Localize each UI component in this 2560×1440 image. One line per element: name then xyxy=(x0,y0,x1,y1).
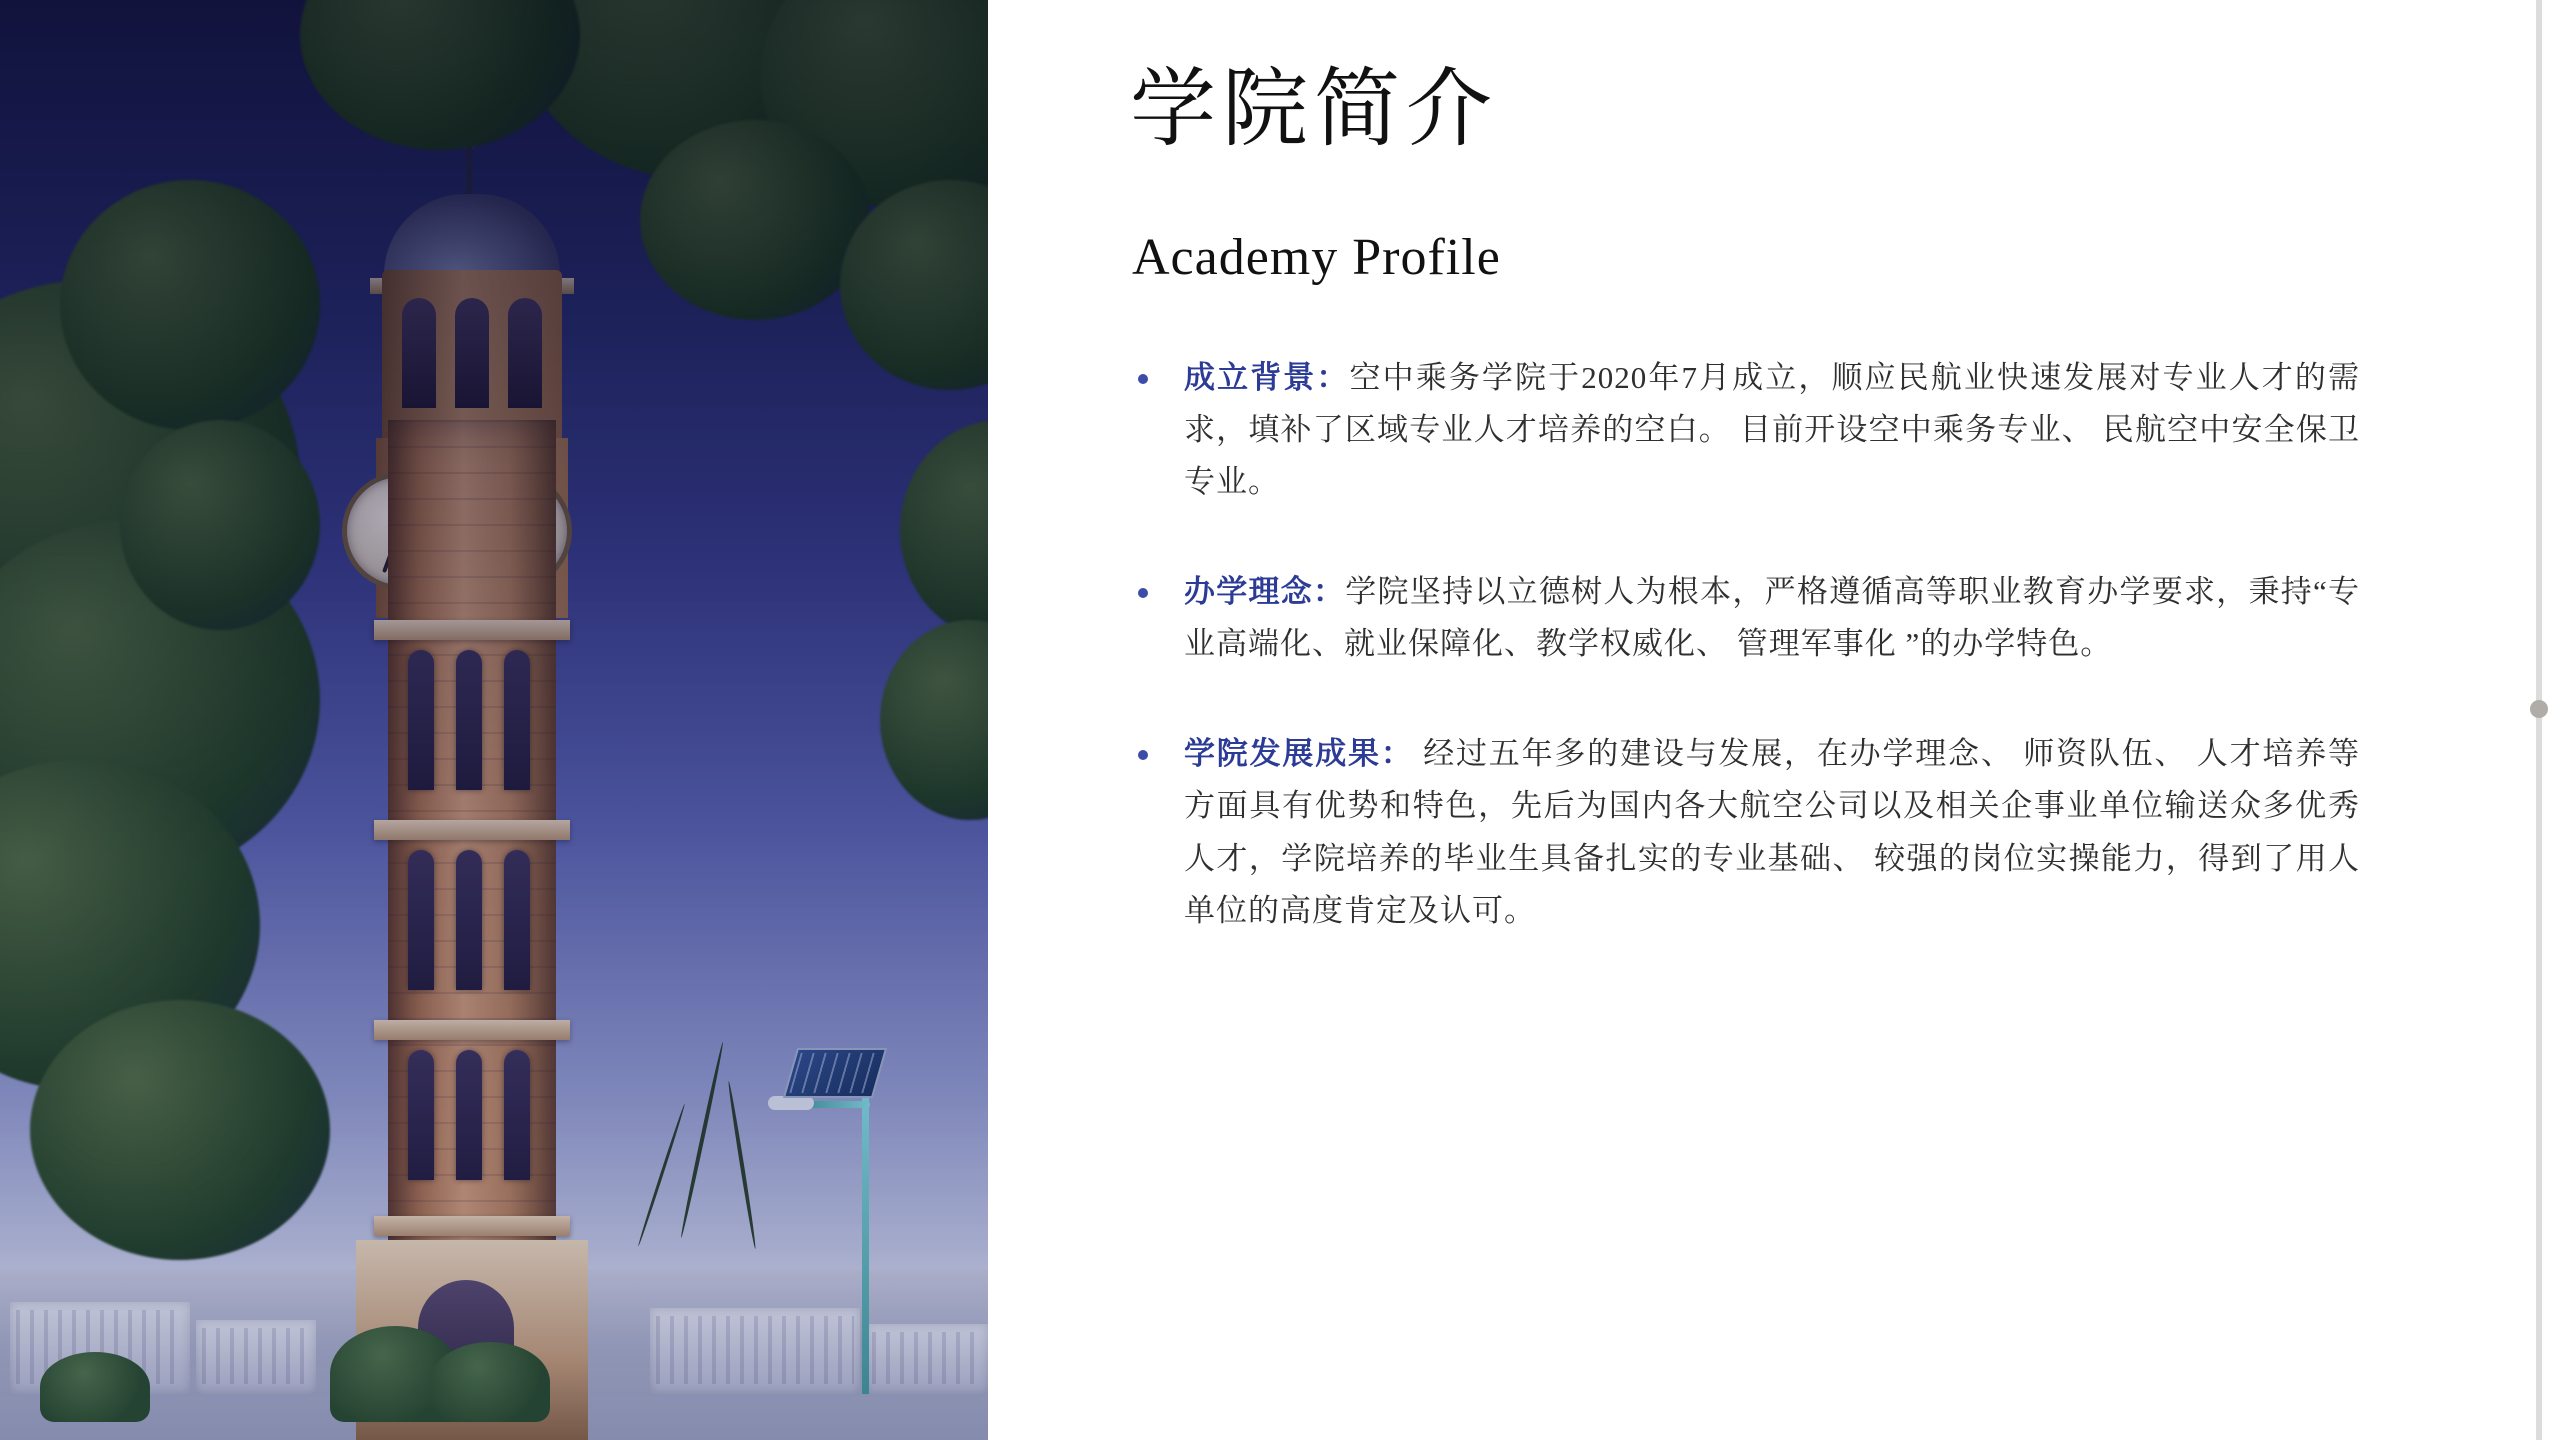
vertical-scrollbar-track[interactable] xyxy=(2536,0,2542,1440)
list-item xyxy=(1130,728,2360,936)
bullet-paragraph xyxy=(1184,566,2360,670)
bullet-body-text: 空中乘务学院于2020年7月成立，顺应民航业快速发展对专业人才的需求，填补了区域专业人才培养的空白。 目前开设空中乘务专业、 民航空中安全保卫专业。 xyxy=(1184,360,2360,500)
bullet-list xyxy=(1130,352,2360,995)
list-item xyxy=(1130,566,2360,670)
page-title-cn: 学院简介 xyxy=(1130,61,1498,157)
bullet-dot-icon xyxy=(1138,750,1148,760)
list-item xyxy=(1130,352,2360,508)
vertical-scrollbar-thumb[interactable] xyxy=(2530,700,2548,718)
page-title-en: Academy Profile xyxy=(1132,229,1501,286)
bullet-dot-icon xyxy=(1138,588,1148,598)
bullet-body-text: 学院坚持以立德树人为根本，严格遵循高等职业教育办学要求，秉持“专业高端化、就业保障化、教学权威化、 管理军事化 ”的办学特色。 xyxy=(1184,574,2361,662)
blue-color-overlay xyxy=(0,0,988,1440)
bullet-paragraph xyxy=(1184,352,2360,508)
bullet-dot-icon xyxy=(1138,374,1148,384)
bullet-paragraph xyxy=(1184,728,2360,936)
content-panel xyxy=(1090,0,2410,1440)
bullet-lead-label: 办学理念： xyxy=(1184,574,1346,610)
bullet-lead-label: 学院发展成果： xyxy=(1184,736,1414,772)
bullet-body-text: 经过五年多的建设与发展，在办学理念、 师资队伍、 人才培养等方面具有优势和特色，先后为国内各大航空公司以及相关企事业单位输送众多优秀人才，学院培养的毕业生具备扎实的专业基础、 较强的岗位实操能力，得到了用人单位的高度肯定及认可。 xyxy=(1184,736,2361,928)
clock-tower-photo xyxy=(0,0,988,1440)
bullet-lead-label: 成立背景： xyxy=(1184,360,1350,395)
